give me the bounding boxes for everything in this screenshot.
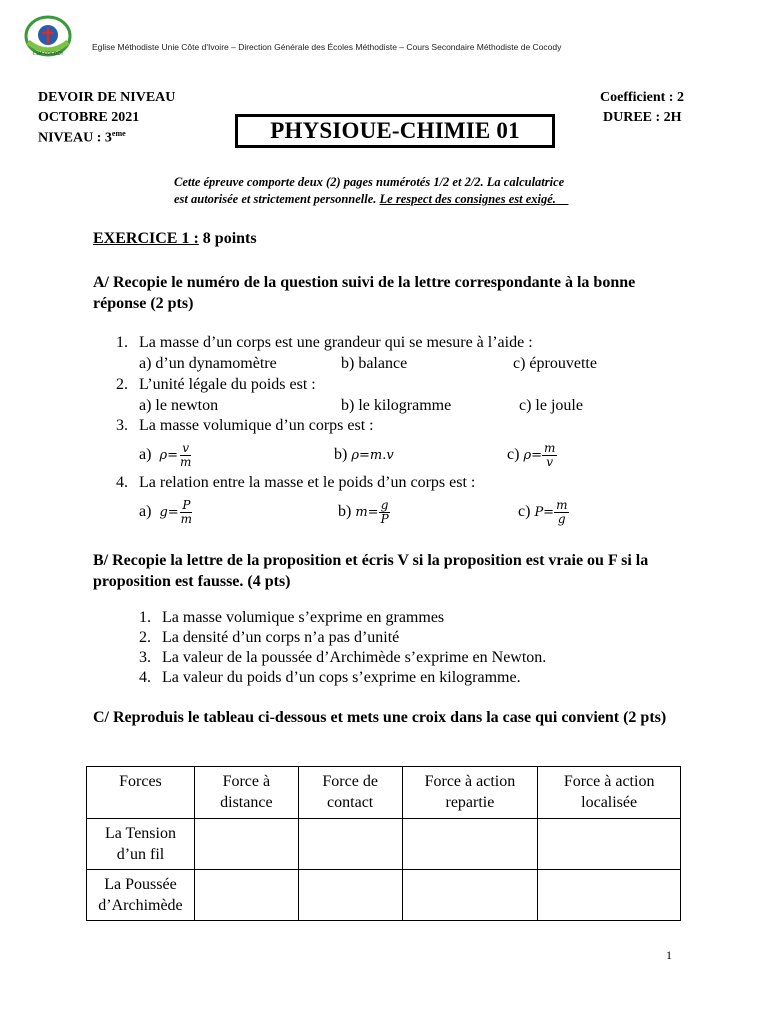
exam-title: PHYSIOUE-CHIMIE 01	[235, 114, 555, 148]
q2-option-c: c) le joule	[519, 397, 583, 414]
b-item-2-text: La densité d’un corps n’a pas d’unité	[162, 629, 400, 646]
header-cell-forces: Forces	[87, 767, 195, 819]
q4-option-c: c) P= $\frac{m}{g}$	[518, 497, 568, 526]
q2-option-b: b) le kilogramme	[341, 397, 452, 414]
q1-option-c: c) éprouvette	[513, 355, 597, 372]
q1-number: 1.	[116, 334, 128, 351]
header-cell-force-distance: Force à distance	[194, 767, 298, 819]
table-row	[87, 870, 681, 921]
q1-text: La masse d’un corps est une grandeur qui se mesure à l’aide :	[139, 334, 533, 351]
b-item-1-number: 1.	[139, 609, 151, 626]
table-cell	[298, 870, 402, 921]
part-a-title: A/ Recopie le numéro de la question suivi de la lettre correspondante à la bonne réponse (2 pts)	[93, 274, 636, 312]
exercise-title: EXERCICE 1 : 8 points	[93, 230, 257, 247]
q2-number: 2.	[116, 376, 128, 393]
q2-text: L’unité légale du poids est :	[139, 376, 316, 393]
logo-caption: CSM COCODY	[32, 52, 64, 57]
table-row	[87, 819, 681, 870]
header-cell-action-repartie: Force à action repartie	[402, 767, 538, 819]
table-cell	[538, 870, 681, 921]
b-item-1-text: La masse volumique s’exprime en grammes	[162, 609, 445, 626]
table-cell	[538, 819, 681, 870]
b-item-4-number: 4.	[139, 669, 151, 686]
niveau-label: NIVEAU : 3eme	[38, 129, 126, 146]
table-header-row	[87, 767, 681, 819]
b-item-3-text: La valeur de la poussée d’Archimède s’exprime en Newton.	[162, 649, 547, 666]
q4-option-a: a) g= $\frac{P}{m}$	[139, 497, 193, 526]
table-cell	[402, 819, 538, 870]
part-b-title: B/ Recopie la lettre de la proposition et écris V si la proposition est vraie ou F si la proposition est fausse. (4 pts)	[93, 552, 649, 590]
q4-option-b: b) m= $\frac{g}{P}$	[338, 497, 389, 526]
row-label-poussee: La Poussée d’Archimède	[87, 870, 195, 921]
forces-table	[86, 766, 681, 921]
row-label-tension: La Tension d’un fil	[87, 819, 195, 870]
q3-option-c: c) ρ= $\frac{m}{v}$	[507, 440, 556, 469]
q3-text: La masse volumique d’un corps est :	[139, 417, 374, 434]
q1-option-a: a) d’un dynamomètre	[139, 355, 277, 372]
exam-date: OCTOBRE 2021	[38, 110, 140, 125]
table-cell	[298, 819, 402, 870]
q2-option-a: a) le newton	[139, 397, 219, 414]
header-cell-action-localisee: Force à action localisée	[538, 767, 681, 819]
part-c-title: C/ Reproduis le tableau ci-dessous et mets une croix dans la case qui convient (2 pts)	[93, 709, 667, 726]
table-cell	[194, 870, 298, 921]
q4-text: La relation entre la masse et le poids d’un corps est :	[139, 474, 476, 491]
b-item-4-text: La valeur du poids d’un cops s’exprime en kilogramme.	[162, 669, 521, 686]
b-item-2-number: 2.	[139, 629, 151, 646]
page-number: 1	[666, 948, 672, 962]
q3-number: 3.	[116, 417, 128, 434]
devoir-label: DEVOIR DE NIVEAU	[38, 90, 176, 105]
header-cell-force-contact: Force de contact	[298, 767, 402, 819]
duree-label: DUREE : 2H	[603, 110, 682, 125]
table-cell	[194, 819, 298, 870]
coefficient-label: Coefficient : 2	[600, 90, 684, 105]
table-cell	[402, 870, 538, 921]
q4-number: 4.	[116, 474, 128, 491]
q1-option-b: b) balance	[341, 355, 408, 372]
instructions: Cette épreuve comporte deux (2) pages numérotés 1/2 et 2/2. La calculatrice est autorisée et strictement personnelle. Le respect des consignes est exigé.	[174, 175, 565, 206]
b-item-3-number: 3.	[139, 649, 151, 666]
q3-option-b: b) ρ=m.v	[334, 446, 394, 463]
q3-option-a: a) ρ= $\frac{v}{m}$	[139, 440, 192, 469]
school-logo	[24, 14, 72, 60]
organization-header: Eglise Méthodiste Unie Côte d'Ivoire – Direction Générale des Écoles Méthodiste – Cours Secondaire Méthodiste de Cocody	[92, 42, 562, 52]
